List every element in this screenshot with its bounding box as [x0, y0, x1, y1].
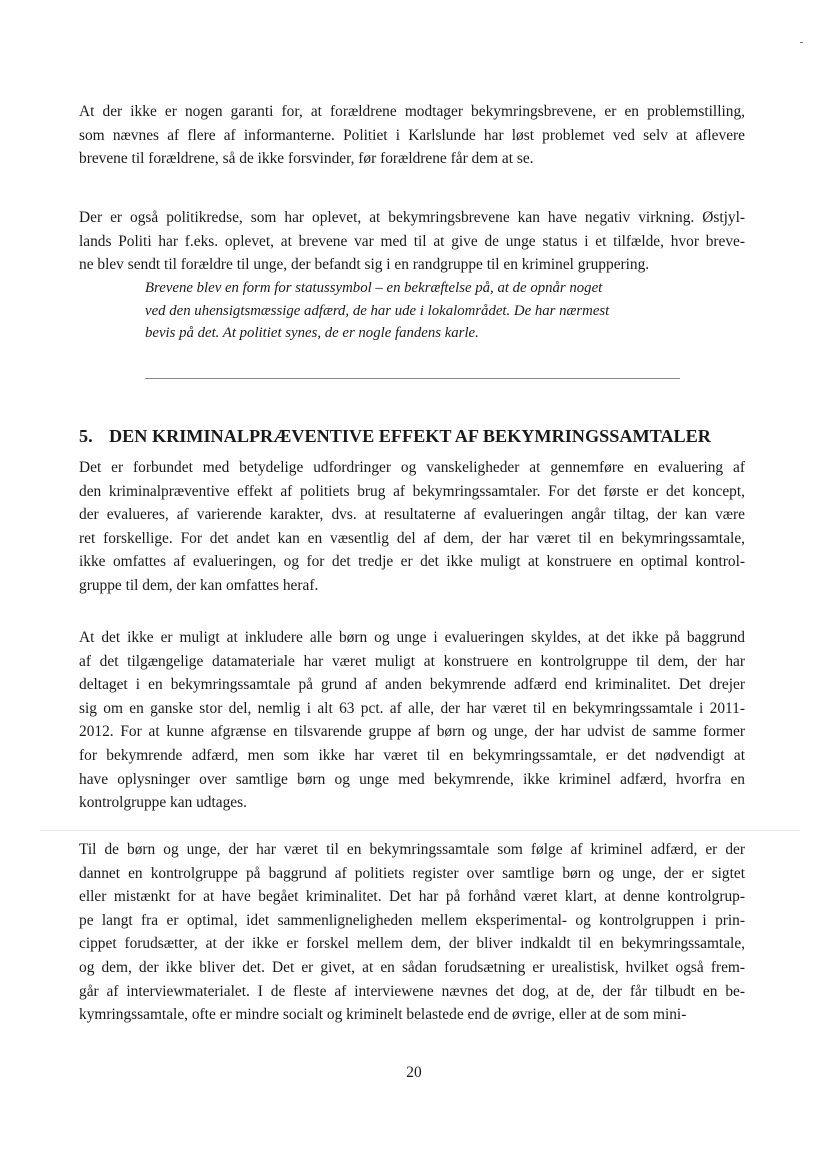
paragraph-2 [79, 206, 745, 277]
text-line: eller mistænkt for at have begået kriminalitet. Det har på forhånd været klart, at denne kontrolgrup- [79, 888, 745, 906]
text-line: deltaget i en bekymringssamtale på grund af anden bekymrende adfærd end kriminalitet. Det drejer [79, 676, 745, 694]
text-line: kymringssamtale, ofte er mindre socialt og kriminelt belastede end de øvrige, eller at de som mini- [79, 1006, 687, 1024]
text-line: have oplysninger over samtlige børn og unge med bekymrende, ikke kriminel adfærd, hvorfra en [79, 770, 745, 788]
paragraph-4 [79, 626, 745, 815]
text-line: brevene til forældrene, så de ikke forsvinder, før forældrene får dem at se. [79, 150, 534, 168]
text-line: Til de børn og unge, der har været til en bekymringssamtale som følge af kriminel adfærd, er der [79, 841, 745, 858]
quote-divider [145, 378, 680, 379]
block-quote [145, 277, 680, 345]
text-line: 2012. For at kunne afgrænse en tilsvarende gruppe af børn og unge, der har udvist de samme former [79, 723, 745, 741]
section-number: 5. [79, 426, 93, 446]
text-line: bevis på det. At politiet synes, de er nogle fandens karle. [145, 325, 479, 341]
text-line: af det tilgængelige datamateriale har været muligt at konstruere en kontrolgruppe til dem, der har [79, 652, 745, 670]
text-line: dannet en kontrolgruppe på baggrund af politiets register over samtlige børn og unge, der er sigtet [79, 864, 745, 882]
text-line: Brevene blev en form for statussymbol – en bekræftelse på, at de opnår noget [145, 280, 603, 296]
paragraph-5 [79, 838, 745, 1027]
text-line: for bekymrende adfærd, men som ikke har været til en bekymringssamtale, er det nødvendigt at [79, 746, 745, 764]
paragraph-1 [79, 100, 745, 171]
text-line: går af interviewmaterialet. I de fleste af interviewene nævnes det dog, at de, der får tilbudt en be- [79, 982, 745, 1000]
text-line: og dem, der ikke bliver det. Det er givet, at en sådan forudsætning er urealistisk, hvilket også frem- [79, 958, 745, 976]
text-line: kontrolgruppe kan udtages. [79, 794, 247, 812]
text-line: Det er forbundet med betydelige udfordringer og vanskeligheder at gennemføre en evaluering af [79, 459, 745, 476]
text-line: gruppe til dem, der kan omfattes heraf. [79, 576, 319, 594]
scan-mark [800, 42, 803, 43]
text-line: ikke omfattes af evalueringen, og for det tredje er det ikke muligt at konstruere en optimal kontrol- [79, 553, 745, 571]
text-line: Der er også politikredse, som har oplevet, at bekymringsbrevene kan have negativ virkning. Østjyl- [79, 209, 745, 226]
section-title: DEN KRIMINALPRÆVENTIVE EFFEKT AF BEKYMRINGSSAMTALER [109, 426, 711, 446]
text-line: ved den uhensigtsmæssige adfærd, de har ude i lokalområdet. De har nærmest [145, 302, 610, 319]
paragraph-3 [79, 456, 745, 598]
text-line: pe langt fra er optimal, idet sammenligneligheden mellem eksperimental- og kontrolgruppen i prin- [79, 911, 745, 929]
text-line: ret forskellige. For det andet kan en væsentlig del af dem, der har været til en bekymringssamtale, [79, 529, 745, 547]
text-line: sig om en ganske stor del, nemlig i alt 63 pct. af alle, der har været til en bekymringssamtale i 2011- [79, 699, 745, 717]
text-line: cippet forudsætter, at der ikke er forskel mellem dem, der bliver indkaldt til en bekymringssamtale, [79, 935, 745, 953]
text-line: der evalueres, af varierende karakter, dvs. at resultaterne af evalueringen angår tiltag, der kan være [79, 506, 745, 524]
text-line: som nævnes af flere af informanterne. Politiet i Karlslunde har løst problemet ved selv at aflevere [79, 126, 745, 144]
text-line: den kriminalpræventive effekt af politiets brug af bekymringssamtaler. For det første er det koncept, [79, 482, 745, 500]
section-heading [79, 424, 759, 448]
text-line: At der ikke er nogen garanti for, at forældrene modtager bekymringsbrevene, er en problemstilling, [79, 103, 745, 120]
page-divider [40, 830, 800, 831]
text-line: ne blev sendt til forældre til unge, der befandt sig i en randgruppe til en kriminel gruppering. [79, 256, 650, 274]
page-number: 20 [406, 1064, 422, 1081]
text-line: At det ikke er muligt at inkludere alle børn og unge i evalueringen skyldes, at det ikke på baggrund [79, 629, 745, 646]
text-line: lands Politi har f.eks. oplevet, at brevene var med til at give de unge status i et tilfælde, hvor breve- [79, 232, 745, 250]
